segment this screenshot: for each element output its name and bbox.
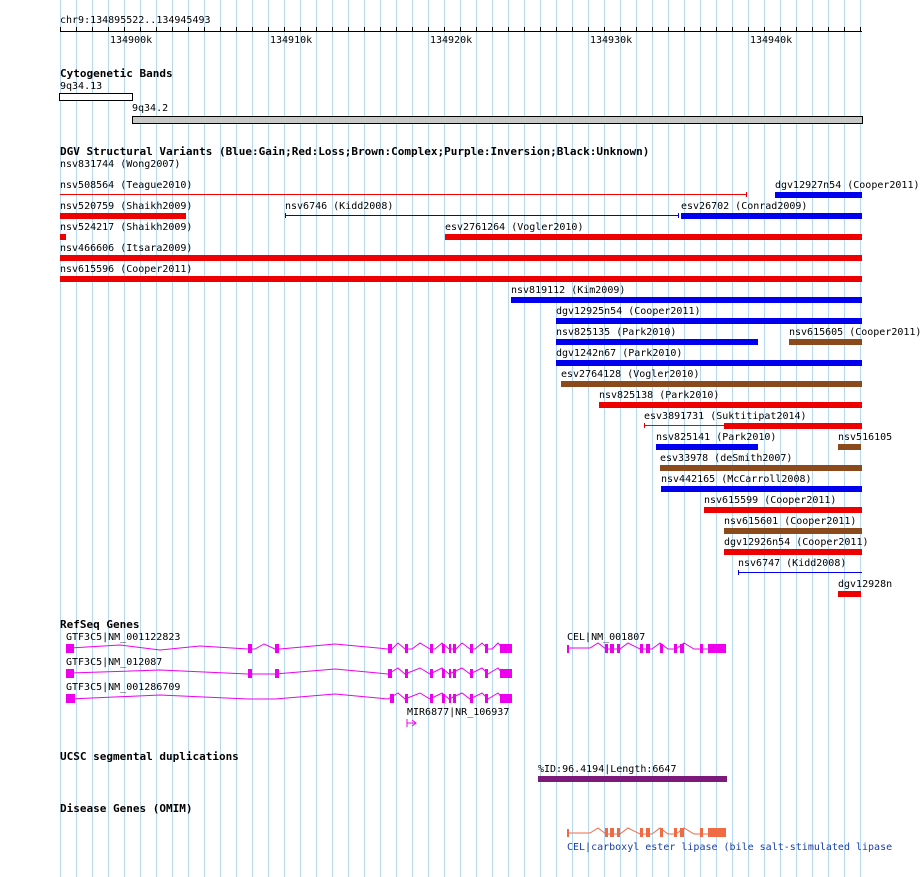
ruler-tick-label: 134920k bbox=[430, 35, 473, 46]
gene-label: CEL|NM_001807 bbox=[567, 632, 646, 643]
variant-label: esv2764128 (Vogler2010) bbox=[561, 369, 700, 380]
variant-label: dgv12926n54 (Cooper2011) bbox=[724, 537, 869, 548]
variant-label: nsv825138 (Park2010) bbox=[599, 390, 720, 401]
cytoband-label: 9q34.2 bbox=[132, 103, 169, 114]
ruler-tick-label: 134940k bbox=[750, 35, 793, 46]
variant-label: nsv615601 (Cooper2011) bbox=[724, 516, 857, 527]
variant-label: dgv12927n54 (Cooper2011) bbox=[775, 180, 920, 191]
variant-label: nsv466606 (Itsara2009) bbox=[60, 243, 193, 254]
variant-label: nsv524217 (Shaikh2009) bbox=[60, 222, 193, 233]
segdup-label: %ID:96.4194|Length:6647 bbox=[538, 764, 677, 775]
track-title-refseq: RefSeq Genes bbox=[60, 618, 140, 631]
variant-label: esv26702 (Conrad2009) bbox=[681, 201, 808, 212]
variant-label: nsv831744 (Wong2007) bbox=[60, 159, 181, 170]
track-title-omim: Disease Genes (OMIM) bbox=[60, 802, 193, 815]
variant-label: nsv442165 (McCarroll2008) bbox=[661, 474, 812, 485]
variant-label: nsv615605 (Cooper2011) bbox=[789, 327, 921, 338]
ruler-tick-label: 134930k bbox=[590, 35, 633, 46]
region-label: chr9:134895522..134945493 bbox=[60, 15, 211, 26]
variant-label: dgv12928n bbox=[838, 579, 893, 590]
variant-label: nsv508564 (Teague2010) bbox=[60, 180, 193, 191]
ruler-tick-label: 134910k bbox=[270, 35, 313, 46]
variant-label: nsv615596 (Cooper2011) bbox=[60, 264, 193, 275]
gene-label: GTF3C5|NM_012087 bbox=[66, 657, 163, 668]
variant-label: nsv825135 (Park2010) bbox=[556, 327, 677, 338]
variant-label: nsv615599 (Cooper2011) bbox=[704, 495, 837, 506]
gene-label: MIR6877|NR_106937 bbox=[407, 707, 510, 718]
variant-label: esv33978 (deSmith2007) bbox=[660, 453, 793, 464]
gene-label: GTF3C5|NM_001122823 bbox=[66, 632, 181, 643]
variant-label: dgv1242n67 (Park2010) bbox=[556, 348, 683, 359]
ruler-tick-label: 134900k bbox=[110, 35, 153, 46]
variant-label: dgv12925n54 (Cooper2011) bbox=[556, 306, 701, 317]
gene-label: GTF3C5|NM_001286709 bbox=[66, 682, 181, 693]
variant-label: nsv6746 (Kidd2008) bbox=[285, 201, 394, 212]
variant-label: nsv516105 bbox=[838, 432, 893, 443]
track-title-dgv: DGV Structural Variants (Blue:Gain;Red:Loss;Brown:Complex;Purple:Inversion;Black:Unknown) bbox=[60, 145, 650, 158]
variant-label: nsv520759 (Shaikh2009) bbox=[60, 201, 193, 212]
track-title-segdup: UCSC segmental duplications bbox=[60, 750, 239, 763]
omim-label: CEL|carboxyl ester lipase (bile salt-stimulated lipase bbox=[567, 842, 893, 853]
variant-label: nsv825141 (Park2010) bbox=[656, 432, 777, 443]
variant-label: esv3891731 (Suktitipat2014) bbox=[644, 411, 807, 422]
cytoband-label: 9q34.13 bbox=[60, 81, 103, 92]
variant-label: esv2761264 (Vogler2010) bbox=[445, 222, 584, 233]
variant-label: nsv6747 (Kidd2008) bbox=[738, 558, 847, 569]
variant-label: nsv819112 (Kim2009) bbox=[511, 285, 626, 296]
track-title-cytobands: Cytogenetic Bands bbox=[60, 67, 173, 80]
